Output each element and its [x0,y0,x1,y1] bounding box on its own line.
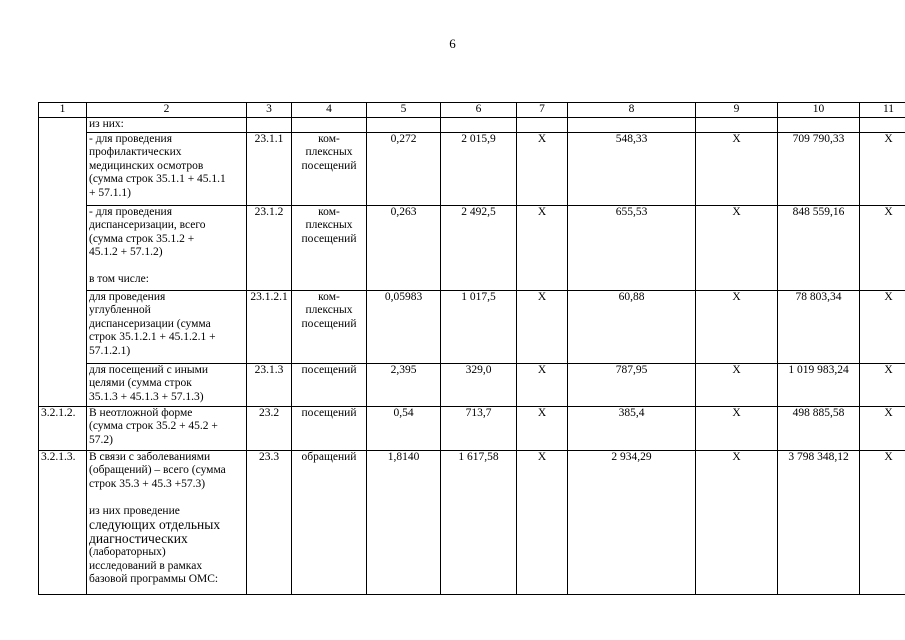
cell-value: 2 015,9 [441,132,517,205]
cell-value: X [860,406,905,450]
cell-num [39,363,87,406]
cell-value: X [860,450,905,594]
cell-label-group [87,450,247,594]
cell-value: 848 559,16 [778,205,860,290]
col-header: 2 [87,103,247,118]
cell [517,117,568,132]
cell [778,117,860,132]
cell-value: 0,263 [367,205,441,290]
cell-label: для проведения углубленной диспансеризации (сумма строк 35.1.2.1 + 45.1.2.1 + 57.1.2.1) [87,290,247,363]
cell-unit: ком- плексных посещений [292,132,367,205]
cell-code: 23.3 [247,450,292,594]
table-row [39,363,905,406]
col-header: 7 [517,103,568,118]
col-header: 8 [568,103,696,118]
cell-value: X [517,132,568,205]
cell-value: 1 617,58 [441,450,517,594]
cell [367,117,441,132]
cell-num [39,205,87,290]
cell-value: 548,33 [568,132,696,205]
cell-value: 709 790,33 [778,132,860,205]
cell-value: X [517,205,568,290]
cell-label: В неотложной форме (сумма строк 35.2 + 45.2 + 57.2) [87,406,247,450]
cell-value: 78 803,34 [778,290,860,363]
cell [247,117,292,132]
cell-value: 787,95 [568,363,696,406]
cell-code: 23.1.1 [247,132,292,205]
cell-label: В связи с заболеваниями (обращений) – всего (сумма строк 35.3 + 45.3 +57.3) из них проведение [89,450,226,517]
cell-value: 1 019 983,24 [778,363,860,406]
cell-num [39,132,87,205]
cell [292,117,367,132]
cell-code: 23.2 [247,406,292,450]
cell-code: 23.1.3 [247,363,292,406]
cell-code: 23.1.2 [247,205,292,290]
cell-unit: ком- плексных посещений [292,205,367,290]
cell-value: 60,88 [568,290,696,363]
page-number: 6 [449,36,456,51]
header-row [39,103,905,118]
cell-value: X [860,132,905,205]
cell-num [39,117,87,132]
cell-value: 1 017,5 [441,290,517,363]
cell-value: X [860,363,905,406]
table-row [39,205,905,290]
cell-value: 385,4 [568,406,696,450]
cell-value: 0,272 [367,132,441,205]
cell [860,117,905,132]
cell-unit: посещений [292,363,367,406]
cell-label: - для проведения профилактических медицинских осмотров (сумма строк 35.1.1 + 45.1.1 + 57.1.1) [87,132,247,205]
cell-num: 3.2.1.2. [39,406,87,450]
cell [441,117,517,132]
table-row [39,450,905,594]
cell-label: - для проведения диспансеризации, всего (сумма строк 35.1.2 + 45.1.2 + 57.1.2) в том числе: [87,205,247,290]
cell-value: X [860,205,905,290]
col-header: 4 [292,103,367,118]
cell-value: 0,05983 [367,290,441,363]
col-header: 3 [247,103,292,118]
cell-value: 0,54 [367,406,441,450]
cell-value: 329,0 [441,363,517,406]
cell-unit: обращений [292,450,367,594]
cell-value: X [517,290,568,363]
cell-value: 1,8140 [367,450,441,594]
cell-value: 713,7 [441,406,517,450]
cell-value: X [517,363,568,406]
cell-value: X [517,406,568,450]
cell-value: X [696,132,778,205]
table-row [39,290,905,363]
cell-num [39,290,87,363]
col-header: 1 [39,103,87,118]
cell-label: для посещений с иными целями (сумма строк 35.1.3 + 45.1.3 + 57.1.3) [87,363,247,406]
cell-value: 655,53 [568,205,696,290]
cell-value: X [696,363,778,406]
table-row [39,117,905,132]
cell-label: (лабораторных) исследований в рамках базовой программы ОМС: [89,546,219,585]
cell-value: 3 798 348,12 [778,450,860,594]
cell-unit: ком- плексных посещений [292,290,367,363]
table-row [39,132,905,205]
cell-value: 2 934,29 [568,450,696,594]
cell-value: X [696,406,778,450]
col-header: 9 [696,103,778,118]
cell-value: 2 492,5 [441,205,517,290]
col-header: 6 [441,103,517,118]
cell-value: X [860,290,905,363]
cell-unit: посещений [292,406,367,450]
cell-value: X [517,450,568,594]
data-table [38,102,905,595]
col-header: 10 [778,103,860,118]
cell-value: 2,395 [367,363,441,406]
cell-code: 23.1.2.1 [247,290,292,363]
cell-num: 3.2.1.3. [39,450,87,594]
cell [696,117,778,132]
col-header: 5 [367,103,441,118]
cell-value: X [696,290,778,363]
cell-label: следующих отдельных диагностических [89,517,221,546]
cell-value: X [696,450,778,594]
col-header: 11 [860,103,905,118]
table-row [39,406,905,450]
cell-label: из них: [87,117,247,132]
cell [568,117,696,132]
cell-value: 498 885,58 [778,406,860,450]
cell-value: X [696,205,778,290]
